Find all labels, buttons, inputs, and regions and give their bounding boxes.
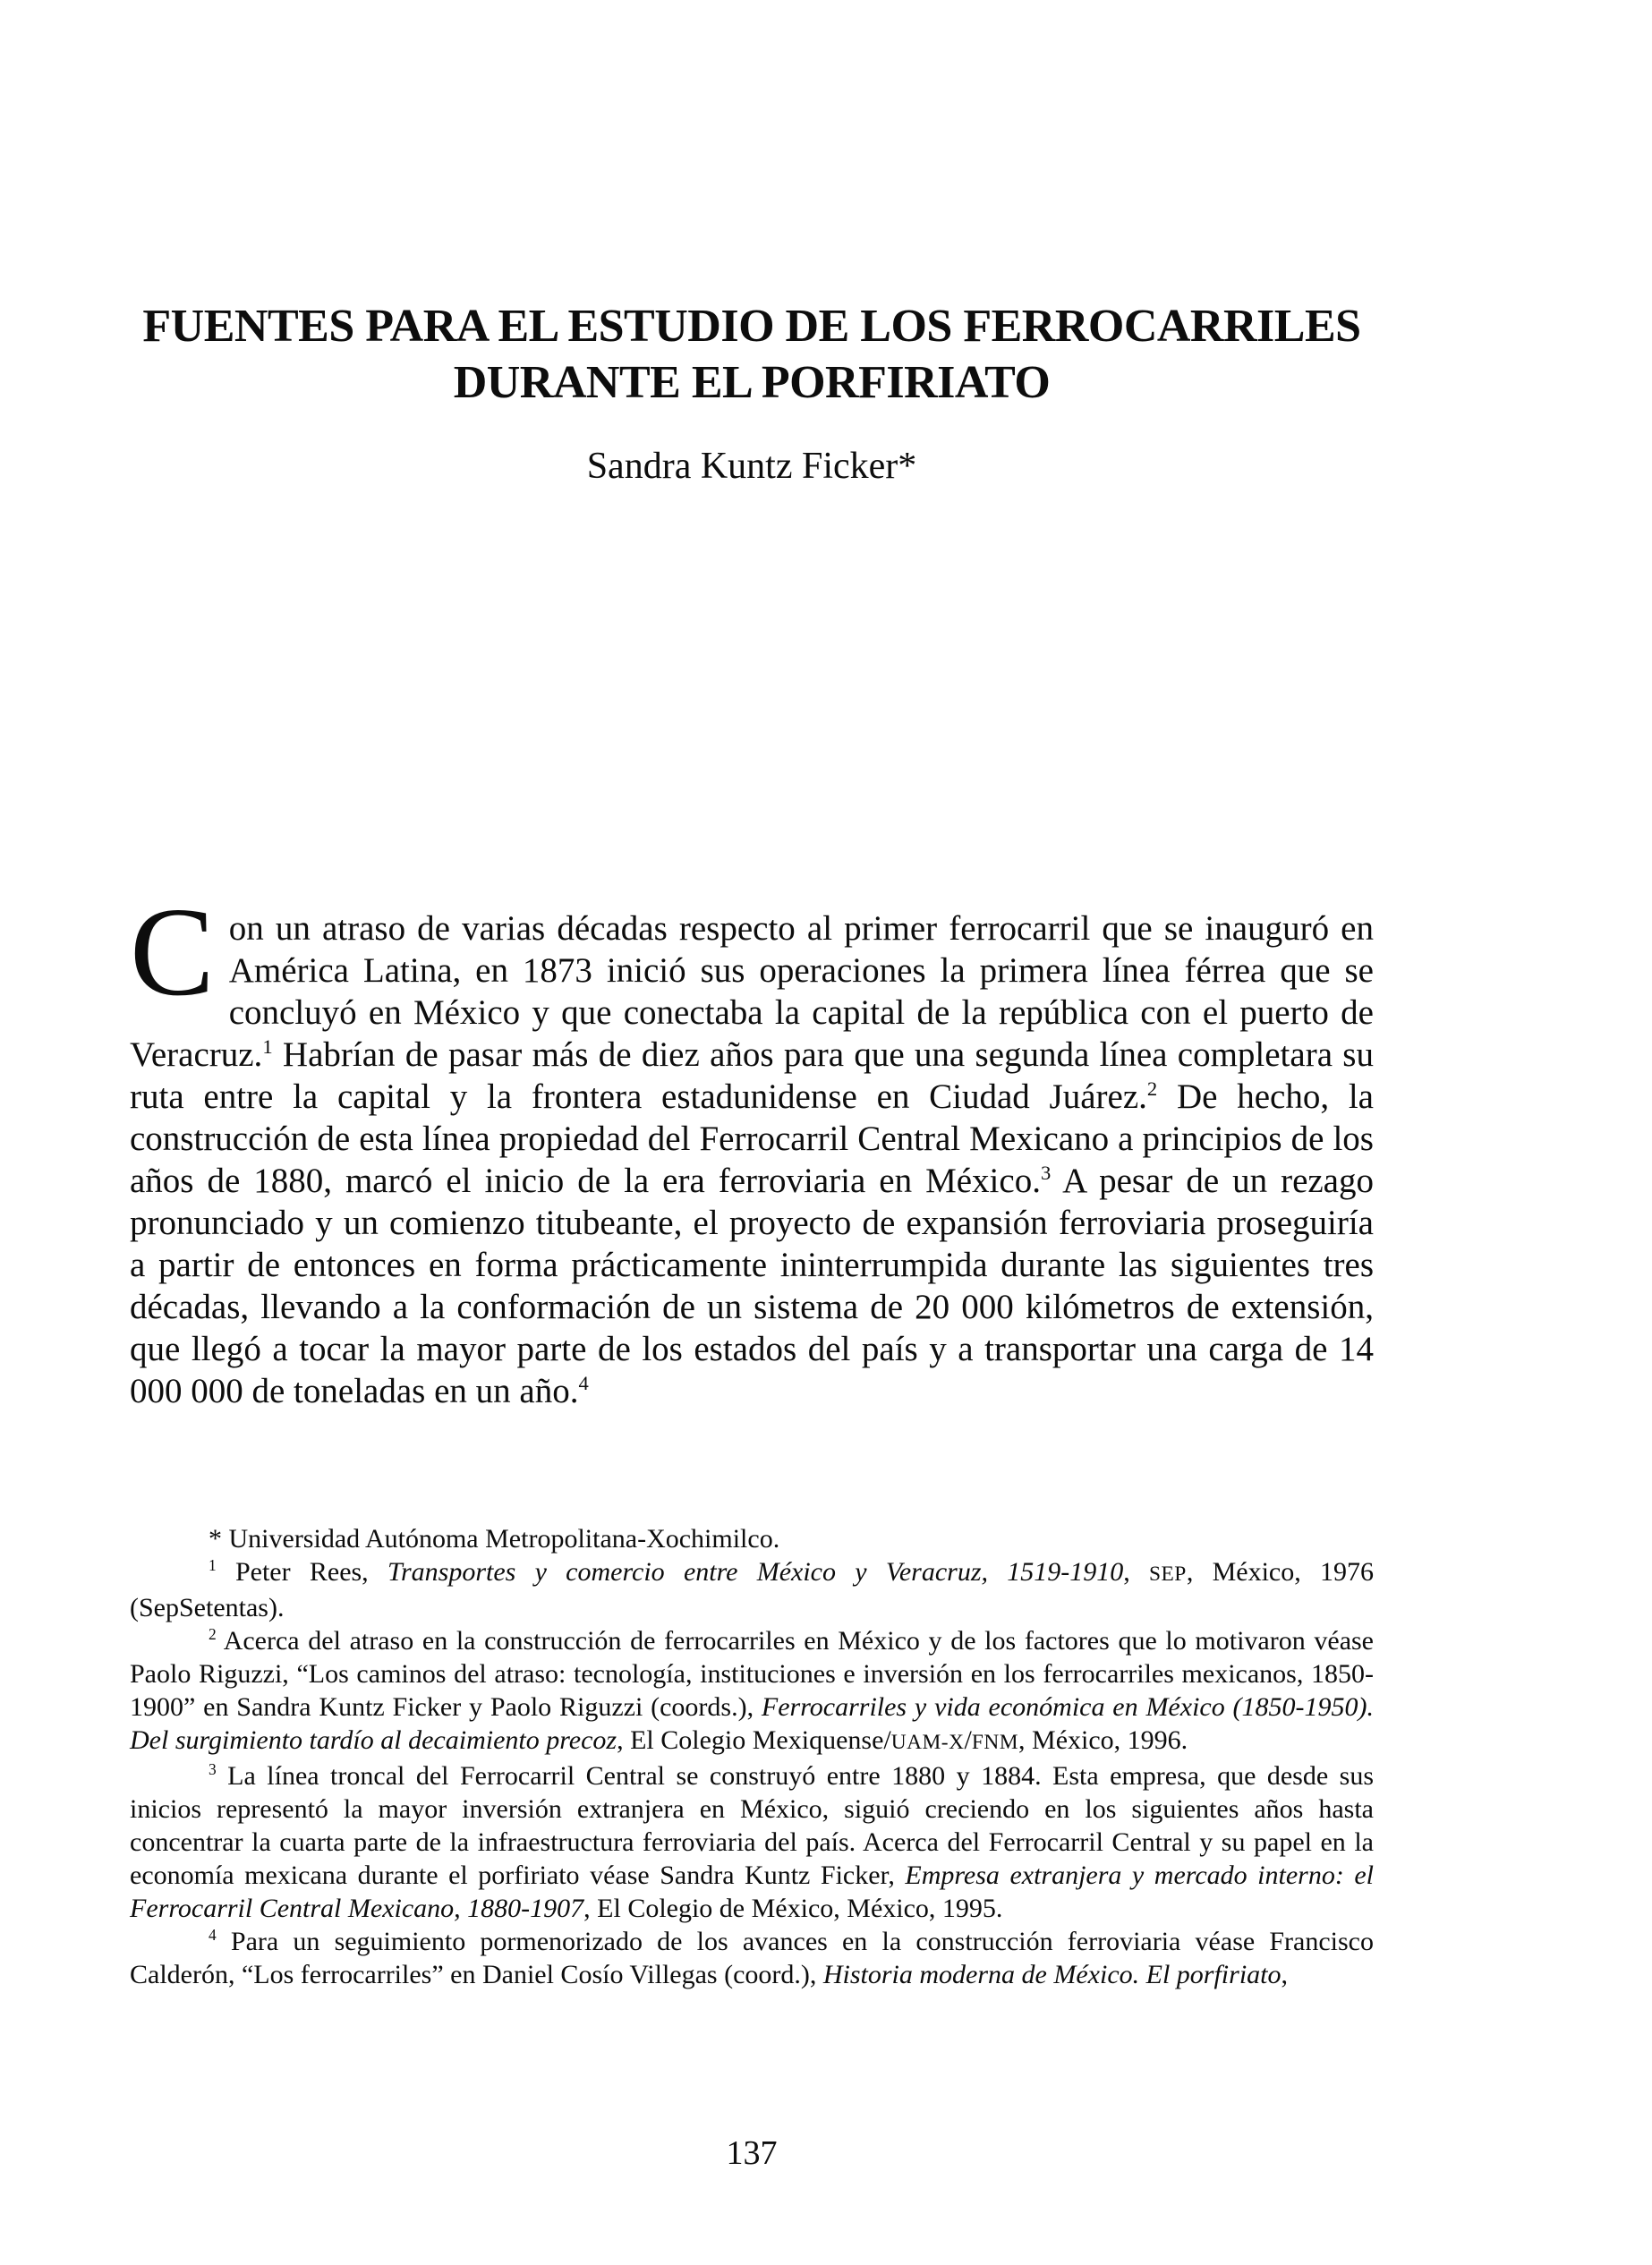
text-segment: UAM-X [890, 1731, 965, 1754]
drop-cap: C [130, 881, 215, 1022]
footnote-text [130, 1927, 1374, 1989]
text-segment: Transportes y comercio entre México y Veracruz, 1519-1910 [387, 1557, 1124, 1587]
body-paragraph [130, 881, 1374, 1412]
text-segment: , México, 1996. [1018, 1725, 1188, 1755]
text-segment: Historia moderna de México. El porfiriato [822, 1960, 1282, 1989]
footnotes-section [130, 1522, 1374, 1991]
text-segment: FNM [971, 1731, 1019, 1754]
footnote-reference: 1 [209, 1556, 217, 1574]
text-segment: , El Colegio de México, México, 1995. [583, 1894, 1003, 1923]
text-segment: on un atraso de varias décadas respecto al primer ferrocarril que se inauguró en América Latina, en 1873 inició sus operaciones la primera línea férrea que se concluyó en México y que conectaba la capital de la república con el puerto de Veracruz. [130, 909, 1374, 1074]
footnote-affiliation [130, 1522, 1374, 1555]
footnote-reference: 1 [262, 1035, 273, 1058]
text-segment: Ferrocarriles y vida económica en México (1850-1950). Del surgimiento tardío al decaimiento precoz [130, 1692, 1375, 1755]
text-segment: , [1123, 1557, 1150, 1587]
footnote-reference: 4 [578, 1372, 589, 1394]
footnote-text [209, 1524, 779, 1554]
text-segment: Para un seguimiento pormenorizado de los avances en la construcción ferroviaria véase Francisco Calderón, “Los ferrocarriles” en Daniel Cosío Villegas (coord.), [130, 1927, 1374, 1989]
page-number: 137 [726, 2134, 778, 2172]
text-segment: , El Colegio Mexiquense/ [617, 1725, 891, 1755]
text-segment: Habrían de pasar más de diez años para que una segunda línea completara su ruta entre la capital y la frontera estadunidense en Ciudad Juárez. [130, 1035, 1374, 1116]
text-segment: , México, 1976 (SepSetentas). [130, 1557, 1374, 1622]
footnote-text [130, 1626, 1374, 1755]
footnote-2 [130, 1624, 1374, 1759]
text-segment: , [1281, 1960, 1288, 1989]
paragraph-text [130, 881, 1374, 1410]
footnote-text [130, 1761, 1374, 1923]
text-segment: Acerca del atraso en la construcción de ferrocarriles en México y de los factores que lo motivaron véase Paolo Riguzzi, “Los caminos del atraso: tecnología, instituciones e inversión en los ferrocarriles mexicanos, 1850-1900” en Sandra Kuntz Ficker y Paolo Riguzzi (coords.), [130, 1626, 1374, 1722]
text-segment: La línea troncal del Ferrocarril Central se construyó entre 1880 y 1884. Esta empresa, que desde sus inicios representó la mayor inversión extranjera en México, siguió creciendo en los siguientes años hasta concentrar la cuarta parte de la infraestructura ferroviaria del país. Acerca del Ferrocarril Central y su papel en la economía mexicana durante el porfiriato véase Sandra Kuntz Ficker, [130, 1761, 1374, 1890]
footnote-reference: 2 [209, 1625, 217, 1643]
footnote-reference: 4 [209, 1926, 217, 1944]
text-segment: SEP [1149, 1563, 1187, 1586]
footnote-4 [130, 1925, 1374, 1991]
footnote-text [130, 1557, 1374, 1622]
title-line-1: FUENTES PARA EL ESTUDIO DE LOS FERROCARRILES [142, 300, 1361, 352]
text-segment: / [964, 1725, 972, 1755]
author-name: Sandra Kuntz Ficker* [586, 446, 917, 487]
footnote-reference: 2 [1146, 1077, 1158, 1100]
text-segment: Peter Rees, [216, 1557, 387, 1587]
article-title [130, 298, 1374, 411]
footnote-1 [130, 1555, 1374, 1624]
text-segment: Empresa extranjera y mercado interno: el Ferrocarril Central Mexicano, 1880-1907 [130, 1861, 1374, 1923]
footnote-reference: 3 [209, 1760, 217, 1778]
text-segment: A pesar de un rezago pronunciado y un comienzo titubeante, el proyecto de expansión ferroviaria proseguiría a partir de entonces en forma prácticamente ininterrumpida durante las siguientes tres décadas, llevando a la conformación de un sistema de 20 000 kilómetros de extensión, que llegó a tocar la mayor parte de los estados del país y a transportar una carga de 14 000 000 de toneladas en un año. [130, 1162, 1374, 1410]
footnote-reference: 3 [1040, 1162, 1052, 1184]
text-segment: De hecho, la construcción de esta línea propiedad del Ferrocarril Central Mexicano a principios de los años de 1880, marcó el inicio de la era ferroviaria en México. [130, 1077, 1374, 1200]
text-segment: * Universidad Autónoma Metropolitana-Xochimilco. [209, 1524, 780, 1554]
footnote-3 [130, 1759, 1374, 1925]
title-line-2: DURANTE EL PORFIRIATO [453, 356, 1051, 408]
